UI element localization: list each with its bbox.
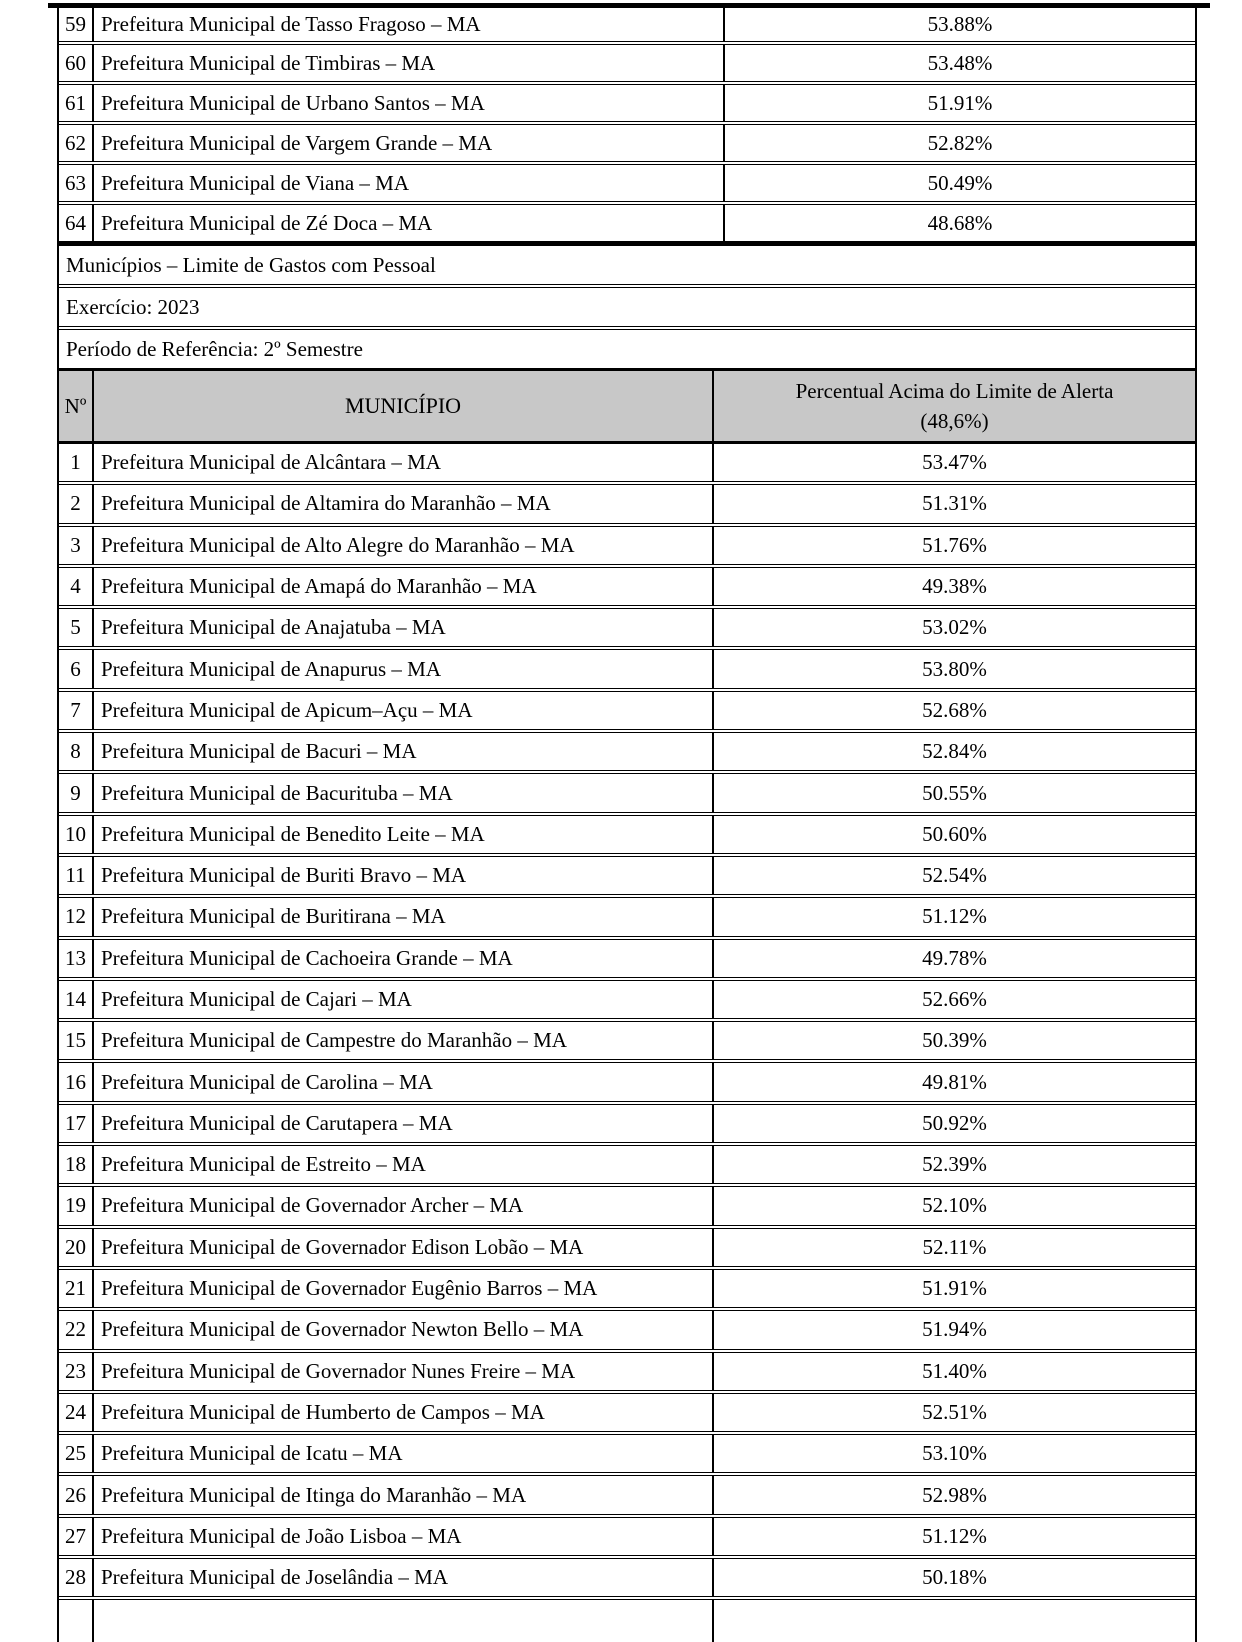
row-number-cell: 2 <box>59 485 94 522</box>
table-row <box>59 485 1195 526</box>
table-row <box>59 1435 1195 1476</box>
percent-cell: 53.10% <box>922 1441 987 1466</box>
table-row <box>59 1518 1195 1559</box>
table-row <box>59 568 1195 609</box>
exercise-label: Exercício: 2023 <box>66 294 200 319</box>
municipality-cell: Prefeitura Municipal de Viana – MA <box>94 165 725 201</box>
table-row <box>59 650 1195 691</box>
row-number-cell: 19 <box>59 1187 94 1224</box>
row-number-cell: 18 <box>59 1146 94 1183</box>
percent-cell: 49.78% <box>922 945 987 970</box>
municipality-cell: Prefeitura Municipal de Anapurus – MA <box>94 650 714 687</box>
municipality-cell: Prefeitura Municipal de Altamira do Maranhão – MA <box>94 485 714 522</box>
percent-cell: 51.12% <box>922 904 987 929</box>
municipality-cell: Prefeitura Municipal de Governador Edison Lobão – MA <box>94 1229 714 1266</box>
row-number-cell: 3 <box>59 527 94 564</box>
table-row <box>59 125 1195 165</box>
table-row <box>59 898 1195 939</box>
main-table-body <box>59 444 1195 1600</box>
table-row <box>59 8 1195 45</box>
percent-cell: 50.55% <box>922 780 987 805</box>
percent-cell: 52.66% <box>922 987 987 1011</box>
row-number-cell: 59 <box>59 8 94 41</box>
row-number-cell: 16 <box>59 1063 94 1100</box>
row-number-cell: 5 <box>59 609 94 646</box>
municipality-cell: Prefeitura Municipal de João Lisboa – MA <box>94 1518 714 1555</box>
table-row <box>59 981 1195 1022</box>
percent-cell: 50.60% <box>922 821 987 846</box>
row-number-cell: 61 <box>59 85 94 121</box>
section-title-row <box>59 246 1195 288</box>
table-row <box>59 609 1195 650</box>
percent-cell: 49.38% <box>922 574 987 599</box>
percent-cell: 51.91% <box>927 90 993 115</box>
municipality-cell: Prefeitura Municipal de Governador Archer – MA <box>94 1187 714 1224</box>
row-number-cell: 15 <box>59 1022 94 1059</box>
row-number-cell: 63 <box>59 165 94 201</box>
percent-cell: 52.54% <box>922 863 987 888</box>
percent-cell: 51.91% <box>922 1276 987 1301</box>
table-row <box>59 1559 1195 1600</box>
municipality-cell: Prefeitura Municipal de Vargem Grande – MA <box>94 125 725 161</box>
table-row <box>59 1476 1195 1517</box>
row-number-cell: 27 <box>59 1518 94 1555</box>
row-number-cell: 1 <box>59 444 94 481</box>
municipality-cell: Prefeitura Municipal de Cajari – MA <box>94 981 714 1018</box>
percent-cell: 51.12% <box>922 1523 987 1548</box>
table-row <box>59 444 1195 485</box>
percent-cell: 53.88% <box>927 12 993 36</box>
row-number-cell: 24 <box>59 1394 94 1431</box>
municipality-cell: Prefeitura Municipal de Campestre do Maranhão – MA <box>94 1022 714 1059</box>
table-row <box>59 816 1195 857</box>
table-row <box>59 1311 1195 1352</box>
row-number-cell: 64 <box>59 205 94 241</box>
percent-cell: 52.51% <box>922 1399 987 1424</box>
percent-cell: 50.49% <box>927 170 993 195</box>
spending-limit-table <box>57 8 1197 1642</box>
row-number-cell: 4 <box>59 568 94 605</box>
percent-cell: 50.92% <box>922 1110 987 1135</box>
percent-cell: 51.94% <box>922 1317 987 1342</box>
table-row <box>59 85 1195 125</box>
municipality-cell: Prefeitura Municipal de Buritirana – MA <box>94 898 714 935</box>
row-number-cell: 8 <box>59 733 94 770</box>
table-row <box>59 1394 1195 1435</box>
row-number-cell: 60 <box>59 45 94 81</box>
row-number-cell: 10 <box>59 816 94 853</box>
percent-cell: 52.10% <box>922 1193 987 1218</box>
municipality-cell: Prefeitura Municipal de Anajatuba – MA <box>94 609 714 646</box>
percent-cell: 53.48% <box>927 50 993 75</box>
column-header-municipality: MUNICÍPIO <box>94 371 714 441</box>
municipality-cell: Prefeitura Municipal de Governador Eugênio Barros – MA <box>94 1270 714 1307</box>
percent-cell: 50.18% <box>922 1565 987 1590</box>
municipality-cell: Prefeitura Municipal de Alcântara – MA <box>94 444 714 481</box>
table-row <box>59 1063 1195 1104</box>
column-header-percent-line2: (48,6%) <box>920 409 989 433</box>
municipality-cell: Prefeitura Municipal de Governador Newton Bello – MA <box>94 1311 714 1348</box>
table-row <box>59 45 1195 85</box>
table-row <box>59 774 1195 815</box>
row-number-cell: 28 <box>59 1559 94 1596</box>
municipality-cell: Prefeitura Municipal de Joselândia – MA <box>94 1559 714 1596</box>
row-number-cell: 13 <box>59 940 94 977</box>
table-row <box>59 527 1195 568</box>
row-number-cell: 7 <box>59 692 94 729</box>
percent-cell: 53.02% <box>922 615 987 640</box>
municipality-cell: Prefeitura Municipal de Cachoeira Grande – MA <box>94 940 714 977</box>
municipality-cell <box>94 1600 714 1642</box>
period-label: Período de Referência: 2º Semestre <box>66 336 363 361</box>
exercise-row <box>59 288 1195 330</box>
column-header-percent-line1: Percentual Acima do Limite de Alerta <box>795 378 1114 403</box>
percent-cell: 53.47% <box>922 450 987 475</box>
row-number-cell: 12 <box>59 898 94 935</box>
percent-cell: 48.68% <box>927 210 993 235</box>
municipality-cell: Prefeitura Municipal de Benedito Leite – MA <box>94 816 714 853</box>
empty-row <box>59 1600 1195 1642</box>
column-header-number: Nº <box>59 371 94 441</box>
period-row <box>59 330 1195 371</box>
percent-cell: 51.31% <box>922 491 987 516</box>
municipality-cell: Prefeitura Municipal de Bacuri – MA <box>94 733 714 770</box>
percent-cell <box>714 1600 1195 1642</box>
row-number-cell: 20 <box>59 1229 94 1266</box>
municipality-cell: Prefeitura Municipal de Zé Doca – MA <box>94 205 725 241</box>
table-row <box>59 1270 1195 1311</box>
percent-cell: 53.80% <box>922 656 987 681</box>
table-row <box>59 692 1195 733</box>
table-row <box>59 1105 1195 1146</box>
percent-cell: 50.39% <box>922 1028 987 1053</box>
municipality-cell: Prefeitura Municipal de Alto Alegre do Maranhão – MA <box>94 527 714 564</box>
table-row <box>59 1146 1195 1187</box>
percent-cell: 52.98% <box>922 1482 987 1507</box>
municipality-cell: Prefeitura Municipal de Buriti Bravo – MA <box>94 857 714 894</box>
municipality-cell: Prefeitura Municipal de Bacurituba – MA <box>94 774 714 811</box>
percent-cell: 52.84% <box>922 739 987 764</box>
table-row <box>59 1187 1195 1228</box>
municipality-cell: Prefeitura Municipal de Carolina – MA <box>94 1063 714 1100</box>
continuation-table-body <box>59 8 1195 241</box>
table-row <box>59 165 1195 205</box>
row-number-cell: 25 <box>59 1435 94 1472</box>
municipality-cell: Prefeitura Municipal de Estreito – MA <box>94 1146 714 1183</box>
section-title: Municípios – Limite de Gastos com Pessoal <box>66 252 436 277</box>
percent-cell: 52.68% <box>922 697 987 722</box>
row-number-cell: 14 <box>59 981 94 1018</box>
row-number-cell: 22 <box>59 1311 94 1348</box>
table-row <box>59 857 1195 898</box>
table-row <box>59 733 1195 774</box>
row-number-cell: 23 <box>59 1353 94 1390</box>
municipality-cell: Prefeitura Municipal de Urbano Santos – MA <box>94 85 725 121</box>
table-row <box>59 940 1195 981</box>
percent-cell: 52.11% <box>922 1234 987 1259</box>
row-number-cell: 9 <box>59 774 94 811</box>
row-number-cell: 11 <box>59 857 94 894</box>
table-row <box>59 205 1195 241</box>
municipality-cell: Prefeitura Municipal de Icatu – MA <box>94 1435 714 1472</box>
percent-cell: 52.82% <box>927 130 993 155</box>
row-number-cell: 6 <box>59 650 94 687</box>
table-row <box>59 1229 1195 1270</box>
table-row <box>59 1022 1195 1063</box>
percent-cell: 49.81% <box>922 1069 987 1094</box>
row-number-cell: 17 <box>59 1105 94 1142</box>
column-header-percent <box>714 371 1195 441</box>
municipality-cell: Prefeitura Municipal de Apicum–Açu – MA <box>94 692 714 729</box>
row-number-cell: 62 <box>59 125 94 161</box>
row-number-cell <box>59 1600 94 1642</box>
percent-cell: 51.76% <box>922 532 987 557</box>
municipality-cell: Prefeitura Municipal de Amapá do Maranhão – MA <box>94 568 714 605</box>
table-row <box>59 1353 1195 1394</box>
municipality-cell: Prefeitura Municipal de Itinga do Maranhão – MA <box>94 1476 714 1513</box>
percent-cell: 51.40% <box>922 1358 987 1383</box>
row-number-cell: 26 <box>59 1476 94 1513</box>
table-header-row <box>59 371 1195 444</box>
row-number-cell: 21 <box>59 1270 94 1307</box>
municipality-cell: Prefeitura Municipal de Timbiras – MA <box>94 45 725 81</box>
percent-cell: 52.39% <box>922 1152 987 1177</box>
municipality-cell: Prefeitura Municipal de Tasso Fragoso – MA <box>94 8 725 41</box>
municipality-cell: Prefeitura Municipal de Carutapera – MA <box>94 1105 714 1142</box>
municipality-cell: Prefeitura Municipal de Humberto de Campos – MA <box>94 1394 714 1431</box>
municipality-cell: Prefeitura Municipal de Governador Nunes Freire – MA <box>94 1353 714 1390</box>
